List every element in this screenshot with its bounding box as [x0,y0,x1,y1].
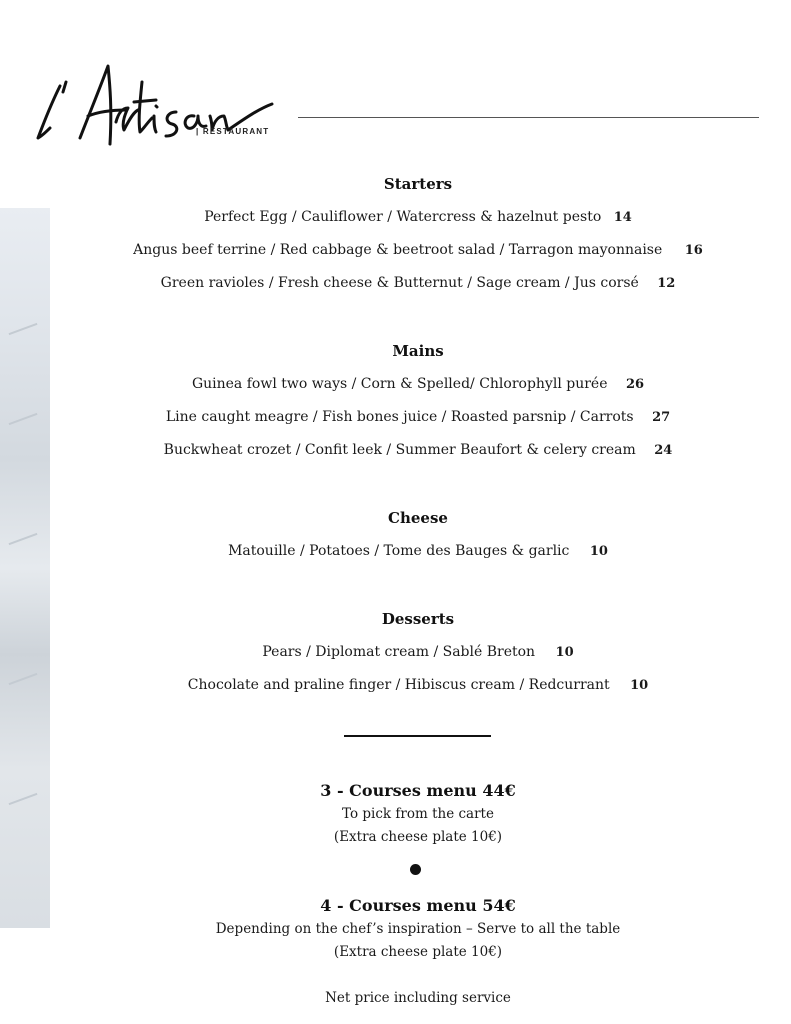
item-name: Green ravioles / Fresh cheese & Butternut / Sage cream / Jus corsé [160,275,639,291]
logo-subtitle: | RESTAURANT [196,127,270,136]
item-price: 16 [684,243,703,258]
section-divider [344,735,491,737]
item-name: Guinea fowl two ways / Corn & Spelled/ Chlorophyll purée [191,376,608,392]
item-name: Matouille / Potatoes / Tome des Bauges & garlic [228,543,570,559]
set-menu-4-line2: (Extra cheese plate 10€) [333,944,503,960]
menu-item [0,409,791,425]
section-title-mains: Mains [392,342,444,360]
header-divider [298,117,759,118]
menu-item [0,677,791,693]
item-name: Angus beef terrine / Red cabbage & beetroot salad / Tarragon mayonnaise [133,242,663,258]
item-price: 24 [654,443,673,458]
set-menu-4-title: 4 - Courses menu 54€ [320,896,516,915]
item-name: Perfect Egg / Cauliflower / Watercress & hazelnut pesto [204,209,602,225]
menu-item [0,209,791,225]
item-name: Line caught meagre / Fish bones juice / Roasted parsnip / Carrots [165,409,634,425]
bullet-separator [410,864,421,875]
set-menu-3-title: 3 - Courses menu 44€ [320,781,516,800]
menu-item [0,376,791,392]
item-price: 10 [589,544,608,559]
logo-script-signature [30,52,280,162]
section-title-starters: Starters [383,175,453,193]
item-price: 12 [657,276,676,291]
menu-item [0,442,791,458]
set-menu-3-line2: (Extra cheese plate 10€) [333,829,503,845]
item-price: 26 [625,377,645,392]
item-price: 27 [652,410,671,425]
item-name: Pears / Diplomat cream / Sablé Breton [262,644,536,660]
item-name: Buckwheat crozet / Confit leek / Summer Beaufort & celery cream [163,442,636,458]
menu-item [0,543,791,559]
menu-item [0,242,791,258]
price-note: Net price including service [325,990,511,1006]
item-name: Chocolate and praline finger / Hibiscus cream / Redcurrant [187,677,610,693]
section-title-desserts: Desserts [381,610,455,628]
item-price: 14 [613,210,632,225]
section-title-cheese: Cheese [388,509,448,527]
menu-item [0,275,791,291]
set-menu-3-line1: To pick from the carte [342,806,494,822]
menu-item [0,644,791,660]
set-menu-4-line1: Depending on the chef’s inspiration – Serve to all the table [215,921,621,937]
item-price: 10 [630,678,649,693]
item-price: 10 [555,645,574,660]
restaurant-logo [30,52,280,162]
